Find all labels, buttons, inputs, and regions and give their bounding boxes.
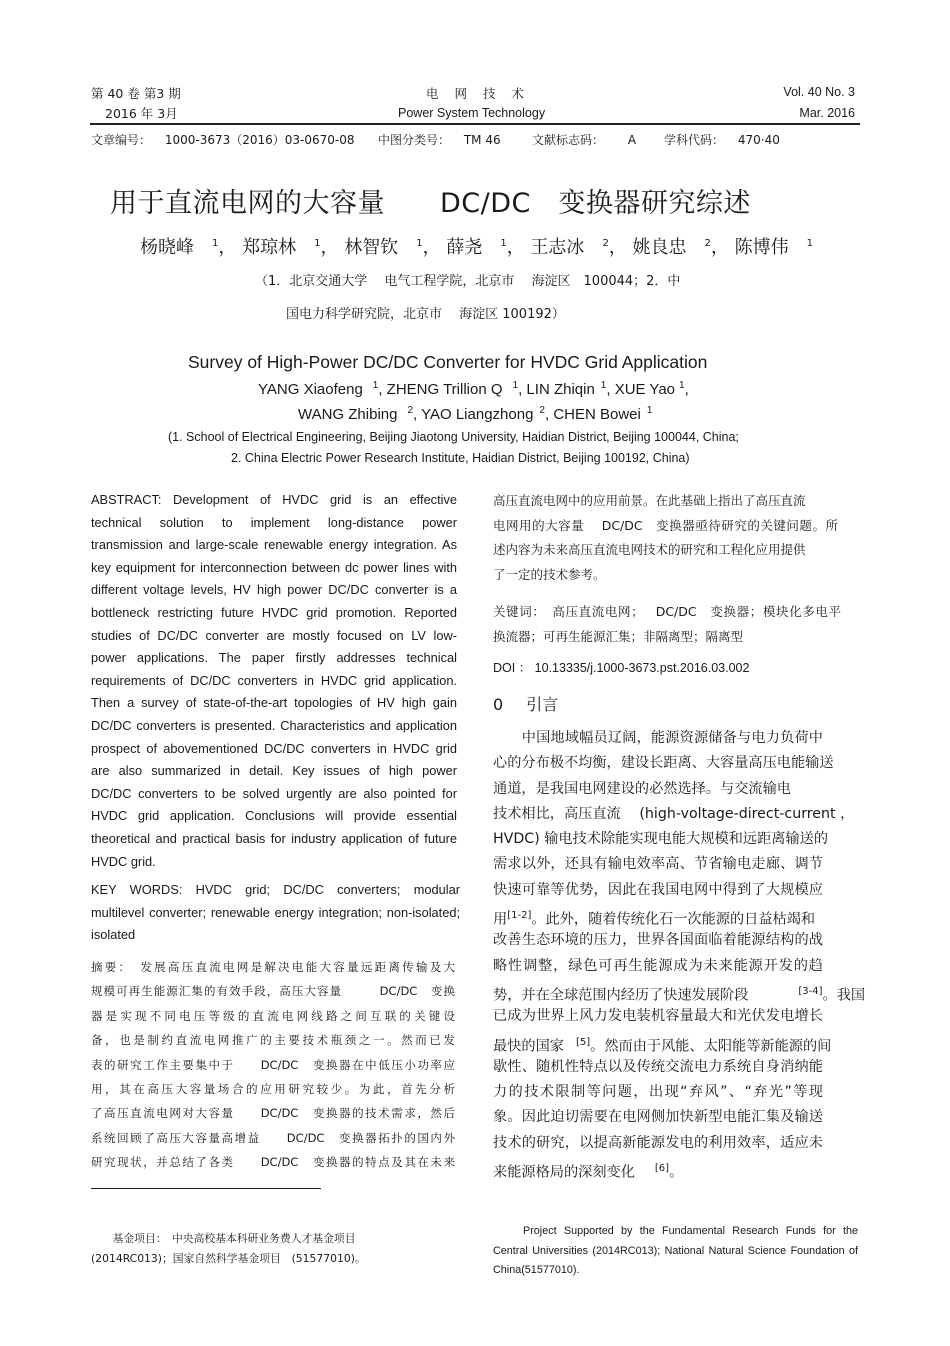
abstract-en-line: theoretical and practical basis for industry application of future	[91, 830, 457, 846]
article-number	[91, 131, 355, 148]
body-line: 快速可靠等优势，因此在我国电网中得到了大规模应	[493, 881, 823, 898]
abstract-en-line: bottleneck restricting future HVDC grid promotion. Reported	[91, 604, 457, 620]
volume-issue-en: Vol. 40 No. 3	[783, 85, 855, 99]
abstract-en-line: DC/DC converters is presented. Characteristics and application	[91, 717, 457, 733]
author-affiliation: 1	[600, 380, 607, 391]
author-name-en: , LIN Zhiqin	[518, 381, 595, 398]
abstract-en-line: ABSTRACT: Development of HVDC grid is an effective	[91, 492, 457, 507]
abstract-cn-line: 研究现状，并总结了各类 DC/DC 变换器的特点及其在未来	[91, 1155, 455, 1170]
abstract-en-line: key equipment for interconnection between dc power lines with	[91, 559, 457, 575]
author-name: 薛尧	[446, 237, 483, 258]
volume-issue: 第 40 卷 第3 期	[91, 86, 181, 101]
abstract-cn-line: 备，也是制约直流电网推广的主要技术瓶颈之一。然而已发	[91, 1033, 455, 1048]
body-line: 略性调整，绿色可再生能源成为未来能源开发的趋	[493, 957, 823, 974]
abstract-cn-line: 规模可再生能源汇集的有效手段，高压大容量 DC/DC 变换	[91, 984, 455, 999]
affiliation-en-line: 2. China Electric Power Research Institute, Haidian District, Beijing 100192, China)	[231, 451, 690, 465]
subject-code-value: 470·40	[737, 133, 780, 147]
paper-title-cn: 用于直流电网的大容量 DC/DC 变换器研究综述	[110, 188, 751, 219]
author-affiliation: 1	[646, 405, 653, 416]
abstract-en-line: power applications. The paper firstly addresses technical	[91, 650, 457, 666]
keywords-cn-line: 关键词： 高压直流电网； DC/DC 变换器；模块化多电平	[493, 604, 841, 619]
author-name-en: YANG Xiaofeng	[258, 381, 363, 398]
author-affiliation: 1	[212, 238, 219, 249]
footnote-en-line: Project Supported by the Fundamental Research Funds for the	[523, 1225, 858, 1237]
body-text: 。我国	[822, 987, 866, 1004]
affiliation-cn-line: （1．北京交通大学 电气工程学院，北京市 海淀区 100044；2．中	[255, 274, 681, 289]
body-text: 势，并在全球范围内经历了快速发展阶段	[493, 987, 749, 1004]
citation: [6]	[654, 1163, 670, 1175]
author-affiliation: 2	[602, 238, 609, 249]
keywords-en	[91, 879, 460, 947]
author-name-en: , CHEN Bowei	[544, 406, 641, 423]
funding-footnote-cn	[91, 1229, 381, 1269]
header-rule	[90, 123, 860, 125]
abstract-cn-line: 系统回顾了高压大容量高增益 DC/DC 变换器拓扑的国内外	[91, 1130, 455, 1145]
journal-name-en: Power System Technology	[398, 106, 546, 120]
issue-date: 2016 年 3月	[105, 106, 178, 121]
author-affiliation: 1	[500, 238, 507, 249]
abstract-cn-line: 表的研究工作主要集中于 DC/DC 变换器在中低压小功率应	[91, 1057, 455, 1072]
abstract-cn-line: 述内容为未来高压直流电网技术的研究和工程化应用提供	[493, 542, 806, 557]
body-line: HVDC) 输电技术除能实现电能大规模和远距离输送的	[493, 831, 829, 848]
abstract-en-line: HVDC grid.	[91, 853, 156, 869]
abstract-en-line: transmission and large-scale renewable energy integration. As	[91, 537, 457, 553]
author-affiliation: 2	[704, 238, 711, 249]
document-code-label: 文献标志码：	[532, 133, 605, 147]
section-heading	[493, 692, 558, 715]
clc-number	[378, 131, 501, 148]
body-line	[493, 1156, 823, 1181]
abstract-cn-line: 用，其在高压大容量场合的应用研究较少。为此，首先分析	[91, 1081, 455, 1096]
citation: [1-2]	[507, 910, 532, 922]
author-affiliation: 2	[539, 405, 545, 416]
footnote-cn-line: (2014RC013)；国家自然科学基金项目 (51577010)。	[91, 1252, 366, 1265]
authors-en-line1	[258, 380, 689, 398]
abstract-en-line: prospect of abovementioned DC/DC converters in HVDC grid	[91, 740, 457, 756]
citation: [3-4]	[798, 985, 823, 997]
abstract-en-line: HVDC grid application. Conclusions will provide essential	[91, 808, 457, 824]
clc-label: 中图分类号：	[378, 133, 451, 147]
body-line: 通道，是我国电网建设的必然选择。与交流输电	[493, 780, 791, 797]
author-name: 郑琼林	[242, 237, 297, 258]
keywords-en-line: multilevel converter; renewable energy integration; non-isolated;	[91, 904, 460, 920]
document-code	[532, 131, 636, 148]
body-text: 来能源格局的深刻变化	[493, 1164, 635, 1181]
abstract-en-line: technical solution to implement long-distance power	[91, 514, 457, 530]
funding-footnote-en	[493, 1222, 858, 1281]
footnote-rule	[91, 1188, 321, 1189]
abstract-cn-line: 器是实现不同电压等级的直流电网线路之间互联的关键设	[91, 1008, 455, 1023]
abstract-cn-line: 了高压直流电网对大容量 DC/DC 变换器的技术需求，然后	[91, 1106, 455, 1121]
body-text: 。然而由于风能、太阳能等新能源的间	[590, 1038, 832, 1055]
authors-en-line2	[298, 405, 652, 423]
body-line	[493, 1030, 832, 1055]
author-affiliation: 2	[407, 405, 414, 416]
footnote-en-line: Central Universities (2014RC013); National Natural Science Foundation of	[493, 1244, 858, 1257]
abstract-cn-line: 电网用的大容量 DC/DC 变换器亟待研究的关键问题。所	[493, 517, 838, 533]
section-title: 引言	[526, 695, 559, 714]
keywords-cn-line: 换流器；可再生能源汇集；非隔离型；隔离型	[493, 628, 744, 644]
abstract-en-line: different voltage levels, HV high power DC/DC converter is a	[91, 582, 457, 598]
author-affiliation: 1	[512, 380, 519, 391]
author-affiliation: 1	[314, 238, 321, 249]
affiliation-en-line: (1. School of Electrical Engineering, Beijing Jiaotong University, Haidian District, Beijing 100044, China;	[168, 430, 739, 444]
affiliation-cn-line: 国电力科学研究院，北京市 海淀区 100192）	[286, 307, 565, 322]
author-affiliation: 1	[372, 380, 379, 391]
authors-cn: 杨晓峰 $^1$， 郑琼林 $^1$， 林智钦 $^1$， 薛尧 $^1$， 王志冰 $^2$， 姚良忠 $^2$， 陈博伟 $^1$	[140, 237, 814, 258]
author-name-en: , XUE Yao	[606, 381, 676, 398]
keywords-en-line: isolated	[91, 927, 136, 943]
author-affiliation: 1	[416, 238, 423, 249]
author-name: 杨晓峰	[140, 237, 194, 258]
author-name: 姚良忠	[632, 237, 687, 258]
body-line: 中国地域幅员辽阔，能源资源储备与电力负荷中	[493, 730, 823, 746]
abstract-cn	[91, 955, 455, 1175]
keywords-cn	[493, 600, 841, 649]
document-code-value: A	[627, 133, 637, 147]
author-affiliation: 1	[806, 238, 814, 249]
body-line	[493, 979, 866, 1004]
body-line: 象。因此迫切需要在电网侧加快新型电能汇集及输送	[493, 1109, 823, 1126]
body-line: 心的分布极不均衡，建设长距离、大容量高压电能输送	[493, 755, 834, 772]
body-text: 最快的国家	[493, 1038, 564, 1055]
body-line: 力的技术限制等问题，出现“弃风”、“弃光”等现	[493, 1084, 823, 1101]
issue-date-en: Mar. 2016	[799, 106, 855, 120]
abstract-cn-line: 高压直流电网中的应用前景。在此基础上指出了高压直流	[493, 493, 806, 508]
section-number: 0	[493, 695, 504, 714]
abstract-en-line: DC/DC converters to be solved urgently are also pointed for	[91, 785, 457, 801]
abstract-en-line: Then a survey of state-of-the-art topologies of HV high gain	[91, 695, 457, 711]
body-line	[493, 903, 823, 928]
author-separator: ,	[684, 381, 689, 398]
body-line: 已成为世界上风力发电装机容量最大和光伏发电增长	[493, 1008, 823, 1025]
subject-code-label: 学科代码：	[664, 133, 725, 147]
journal-name-cn: 电 网 技 术	[426, 86, 530, 101]
abstract-en-line: are also summarized in detail. Key issues of high power	[91, 763, 457, 779]
body-line: 需求以外，还具有输电效率高、节省输电走廊、调节	[493, 856, 823, 873]
body-text: 。	[669, 1164, 684, 1181]
doi: DOI ： 10.13335/j.1000-3673.pst.2016.03.002	[493, 661, 750, 675]
author-name: 王志冰	[530, 237, 585, 258]
author-name: 林智钦	[344, 237, 399, 258]
abstract-en	[91, 489, 457, 873]
footnote-cn-line: 基金项目： 中央高校基本科研业务费人才基金项目	[91, 1232, 356, 1245]
clc-value: TM 46	[463, 133, 501, 147]
body-text: 用	[493, 911, 508, 928]
author-affiliation: 1	[679, 380, 685, 391]
abstract-cn-line: 摘要： 发展高压直流电网是解决电能大容量远距离传输及大	[91, 960, 455, 974]
author-name-en: WANG Zhibing	[298, 406, 398, 423]
paper-title-en: Survey of High-Power DC/DC Converter for HVDC Grid Application	[188, 352, 708, 372]
author-name: 陈博伟	[734, 237, 789, 258]
footnote-en-line: China(51577010).	[493, 1264, 580, 1276]
abstract-cn-continued	[493, 489, 838, 587]
body-text: 。此外，随着传统化石一次能源的日益枯竭和	[531, 911, 816, 928]
author-name-en: , ZHENG Trillion Q	[378, 381, 503, 398]
keywords-en-line: KEY WORDS: HVDC grid; DC/DC converters; modular	[91, 882, 460, 897]
body-line: 技术的研究，以提高新能源发电的利用效率，适应未	[493, 1134, 823, 1151]
body-line: 歇性、随机性特点以及传统交流电力系统自身消纳能	[493, 1058, 823, 1075]
body-line: 改善生态环境的压力，世界各国面临着能源结构的战	[493, 932, 823, 949]
abstract-cn-line: 了一定的技术参考。	[493, 566, 606, 582]
body-line: 技术相比，高压直流 (high-voltage-direct-current ，	[493, 805, 855, 822]
citation: [5]	[575, 1036, 591, 1048]
abstract-en-line: requirements of DC/DC converters in HVDC grid application.	[91, 672, 457, 688]
author-name-en: , YAO Liangzhong	[413, 406, 534, 423]
introduction-body	[493, 726, 866, 1181]
abstract-en-line: studies of DC/DC converter are mostly focused on LV low-	[91, 627, 457, 643]
article-number-label: 文章编号：	[91, 133, 152, 147]
subject-code	[664, 131, 780, 148]
article-number-value: 1000-3673（2016）03-0670-08	[164, 133, 355, 147]
